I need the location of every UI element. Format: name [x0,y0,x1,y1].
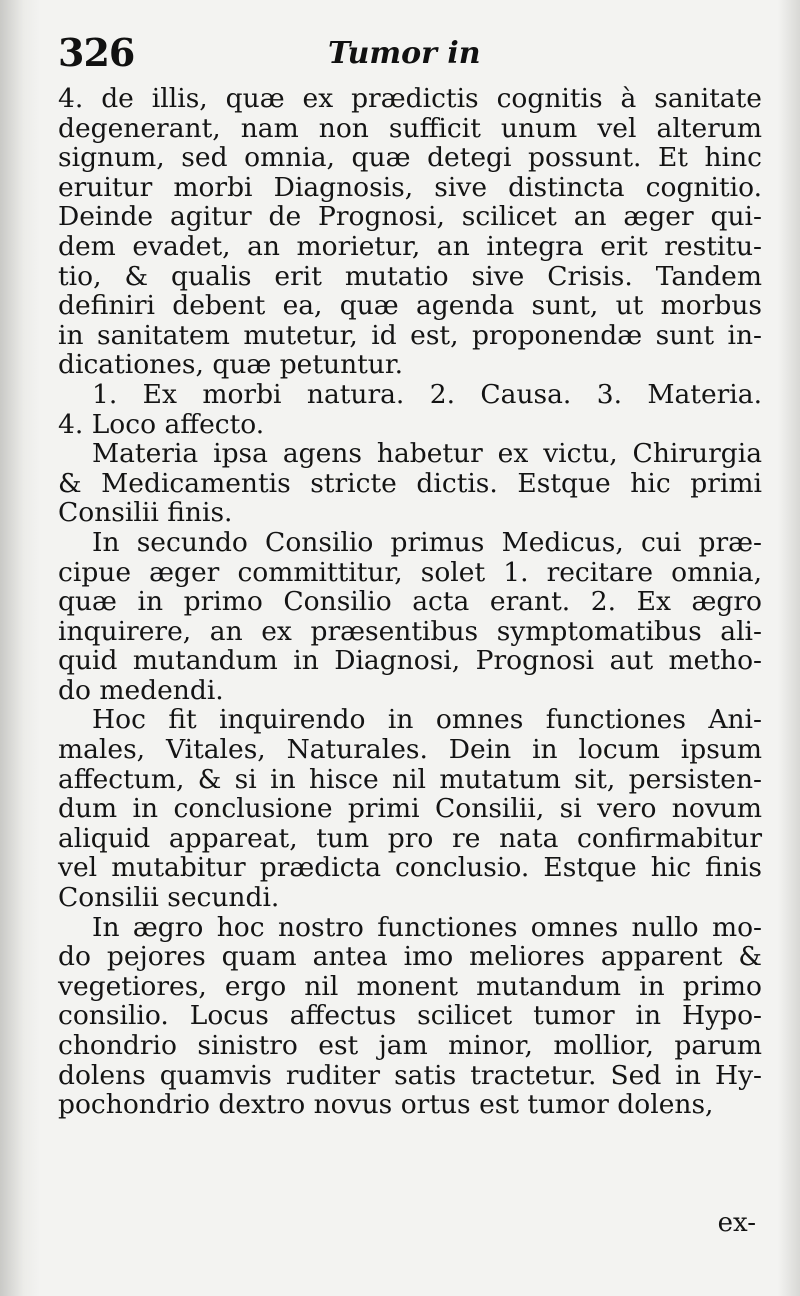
text-line: do medendi. [58,674,224,706]
paragraph [58,380,762,439]
text-line: cipue æger committitur, solet 1. recitare omnia, [58,556,762,588]
text-line: inquirere, an ex præsentibus symptomatibus ali- [58,615,762,647]
paragraph [58,705,762,912]
text-line: vel mutabitur prædicta conclusio. Estque hic finis [58,852,762,884]
text-line: Consilii finis. [58,497,233,529]
text-line: Consilii secundi. [58,882,280,914]
text-line: Hoc fit inquirendo in omnes functiones Ani- [92,704,762,736]
text-line: quæ in primo Consilio acta erant. 2. Ex ægro [58,586,762,618]
text-line: chondrio sinistro est jam minor, mollior, parum [58,1030,762,1061]
text-line: quid mutandum in Diagnosi, Prognosi aut metho- [58,645,762,677]
text-line: 4. Loco affecto. [58,408,265,440]
running-title: Tumor in [328,36,481,71]
text-line: do pejores quam antea imo meliores apparent & [58,941,762,973]
text-line: dolens quamvis ruditer satis tractetur. Sed in Hy- [58,1059,762,1091]
text-line: aliquid appareat, tum pro re nata confirmabitur [58,822,762,854]
text-line: dum in conclusione primi Consilii, si vero novum [58,793,762,825]
text-line: males, Vitales, Naturales. Dein in locum ipsum [58,734,762,766]
page-number: 326 [58,30,135,75]
text-line: & Medicamentis stricte dictis. Estque hic primi [58,467,762,499]
text-line: 1. Ex morbi natura. 2. Causa. 3. Materia. [92,378,762,410]
text-line: In secundo Consilio primus Medicus, cui præ- [92,526,762,558]
paragraph [58,439,762,528]
text-body [58,84,762,1120]
paragraph [58,84,762,380]
text-line: consilio. Locus affectus scilicet tumor in Hypo- [58,1000,762,1032]
text-line: signum, sed omnia, quæ detegi possunt. Et hinc [58,142,762,174]
text-line: vegetiores, ergo nil monent mutandum in primo [58,970,762,1002]
catchword: ex- [717,1208,756,1238]
text-line: In ægro hoc nostro functiones omnes nullo mo- [92,911,762,943]
text-line: pochondrio dextro novus ortus est tumor dolens, [58,1089,714,1121]
text-line: dem evadet, an morietur, an integra erit restitu- [58,230,762,262]
text-line: affectum, & si in hisce nil mutatum sit, persisten- [58,763,762,795]
text-line: dicationes, quæ petuntur. [58,349,404,381]
page-header [58,30,758,90]
paragraph [58,913,762,1120]
text-line: Deinde agitur de Prognosi, scilicet an æger qui- [58,201,762,233]
text-line: eruitur morbi Diagnosis, sive distincta cognitio. [58,171,762,203]
text-line: in sanitatem mutetur, id est, proponendæ sunt in- [58,319,762,351]
text-line: Materia ipsa agens habetur ex victu, Chirurgia [92,438,762,470]
text-line: degenerant, nam non sufficit unum vel alterum [58,112,762,144]
text-line: definiri debent ea, quæ agenda sunt, ut morbus [58,290,762,322]
text-line: tio, & qualis erit mutatio sive Crisis. Tandem [58,260,762,292]
paragraph [58,528,762,706]
text-line: 4. de illis, quæ ex prædictis cognitis à sanitate [58,83,762,114]
